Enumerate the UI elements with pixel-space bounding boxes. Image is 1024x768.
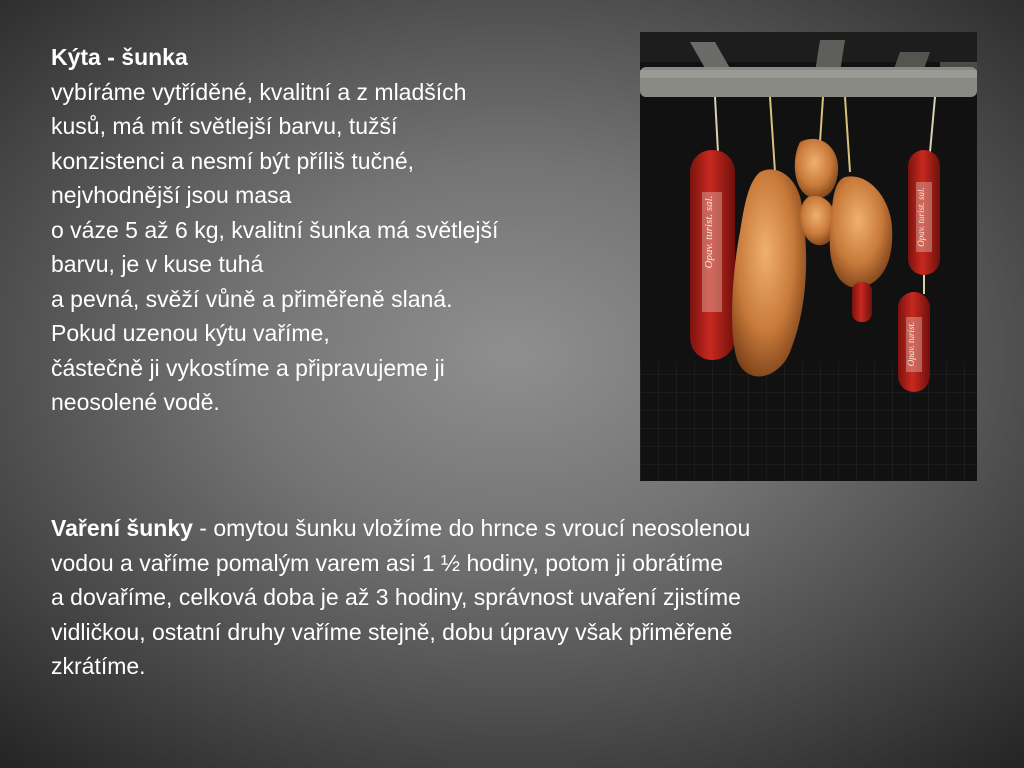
text-line: vodou a vaříme pomalým varem asi 1 ½ hodiny, potom ji obrátíme bbox=[51, 549, 723, 576]
text-line: vybíráme vytříděné, kvalitní a z mladších bbox=[51, 78, 467, 105]
sausage-label: Opav. turist. sal. bbox=[916, 187, 926, 247]
text-line: nejvhodnější jsou masa bbox=[51, 182, 292, 208]
text-line: zkrátíme. bbox=[51, 653, 146, 679]
sausage-label: Opav. turist. sal. bbox=[703, 195, 715, 269]
vareni-sunky-heading: Vaření šunky bbox=[51, 515, 193, 541]
kyta-sunka-heading: Kýta - šunka bbox=[51, 44, 188, 70]
text-line: barvu, je v kuse tuhá bbox=[51, 251, 264, 277]
text-line: a pevná, svěží vůně a přiměřeně slaná. bbox=[51, 285, 453, 312]
text-line: a dovaříme, celková doba je až 3 hodiny, správnost uvaření zjistíme bbox=[51, 584, 741, 610]
text-line: kusů, má mít světlejší barvu, tužší bbox=[51, 113, 398, 139]
sausage-label: Opav. turist. bbox=[906, 321, 916, 367]
text-line: neosolené vodě. bbox=[51, 389, 220, 415]
text-line bbox=[51, 511, 981, 546]
kyta-sunka-text bbox=[51, 40, 621, 420]
text-line: vidličkou, ostatní druhy vaříme stejně, dobu úpravy však přiměřeně bbox=[51, 618, 733, 645]
text-line: Pokud uzenou kýtu vaříme, bbox=[51, 320, 330, 346]
text-line: částečně ji vykostíme a připravujeme ji bbox=[51, 354, 445, 381]
smokehouse-photo bbox=[640, 32, 977, 481]
text-span: - omytou šunku vložíme do hrnce s vroucí neosolenou bbox=[192, 515, 751, 541]
text-line: konzistenci a nesmí být příliš tučné, bbox=[51, 147, 415, 174]
vareni-sunky-text bbox=[51, 511, 981, 684]
text-line: o váze 5 až 6 kg, kvalitní šunka má světlejší bbox=[51, 216, 499, 243]
